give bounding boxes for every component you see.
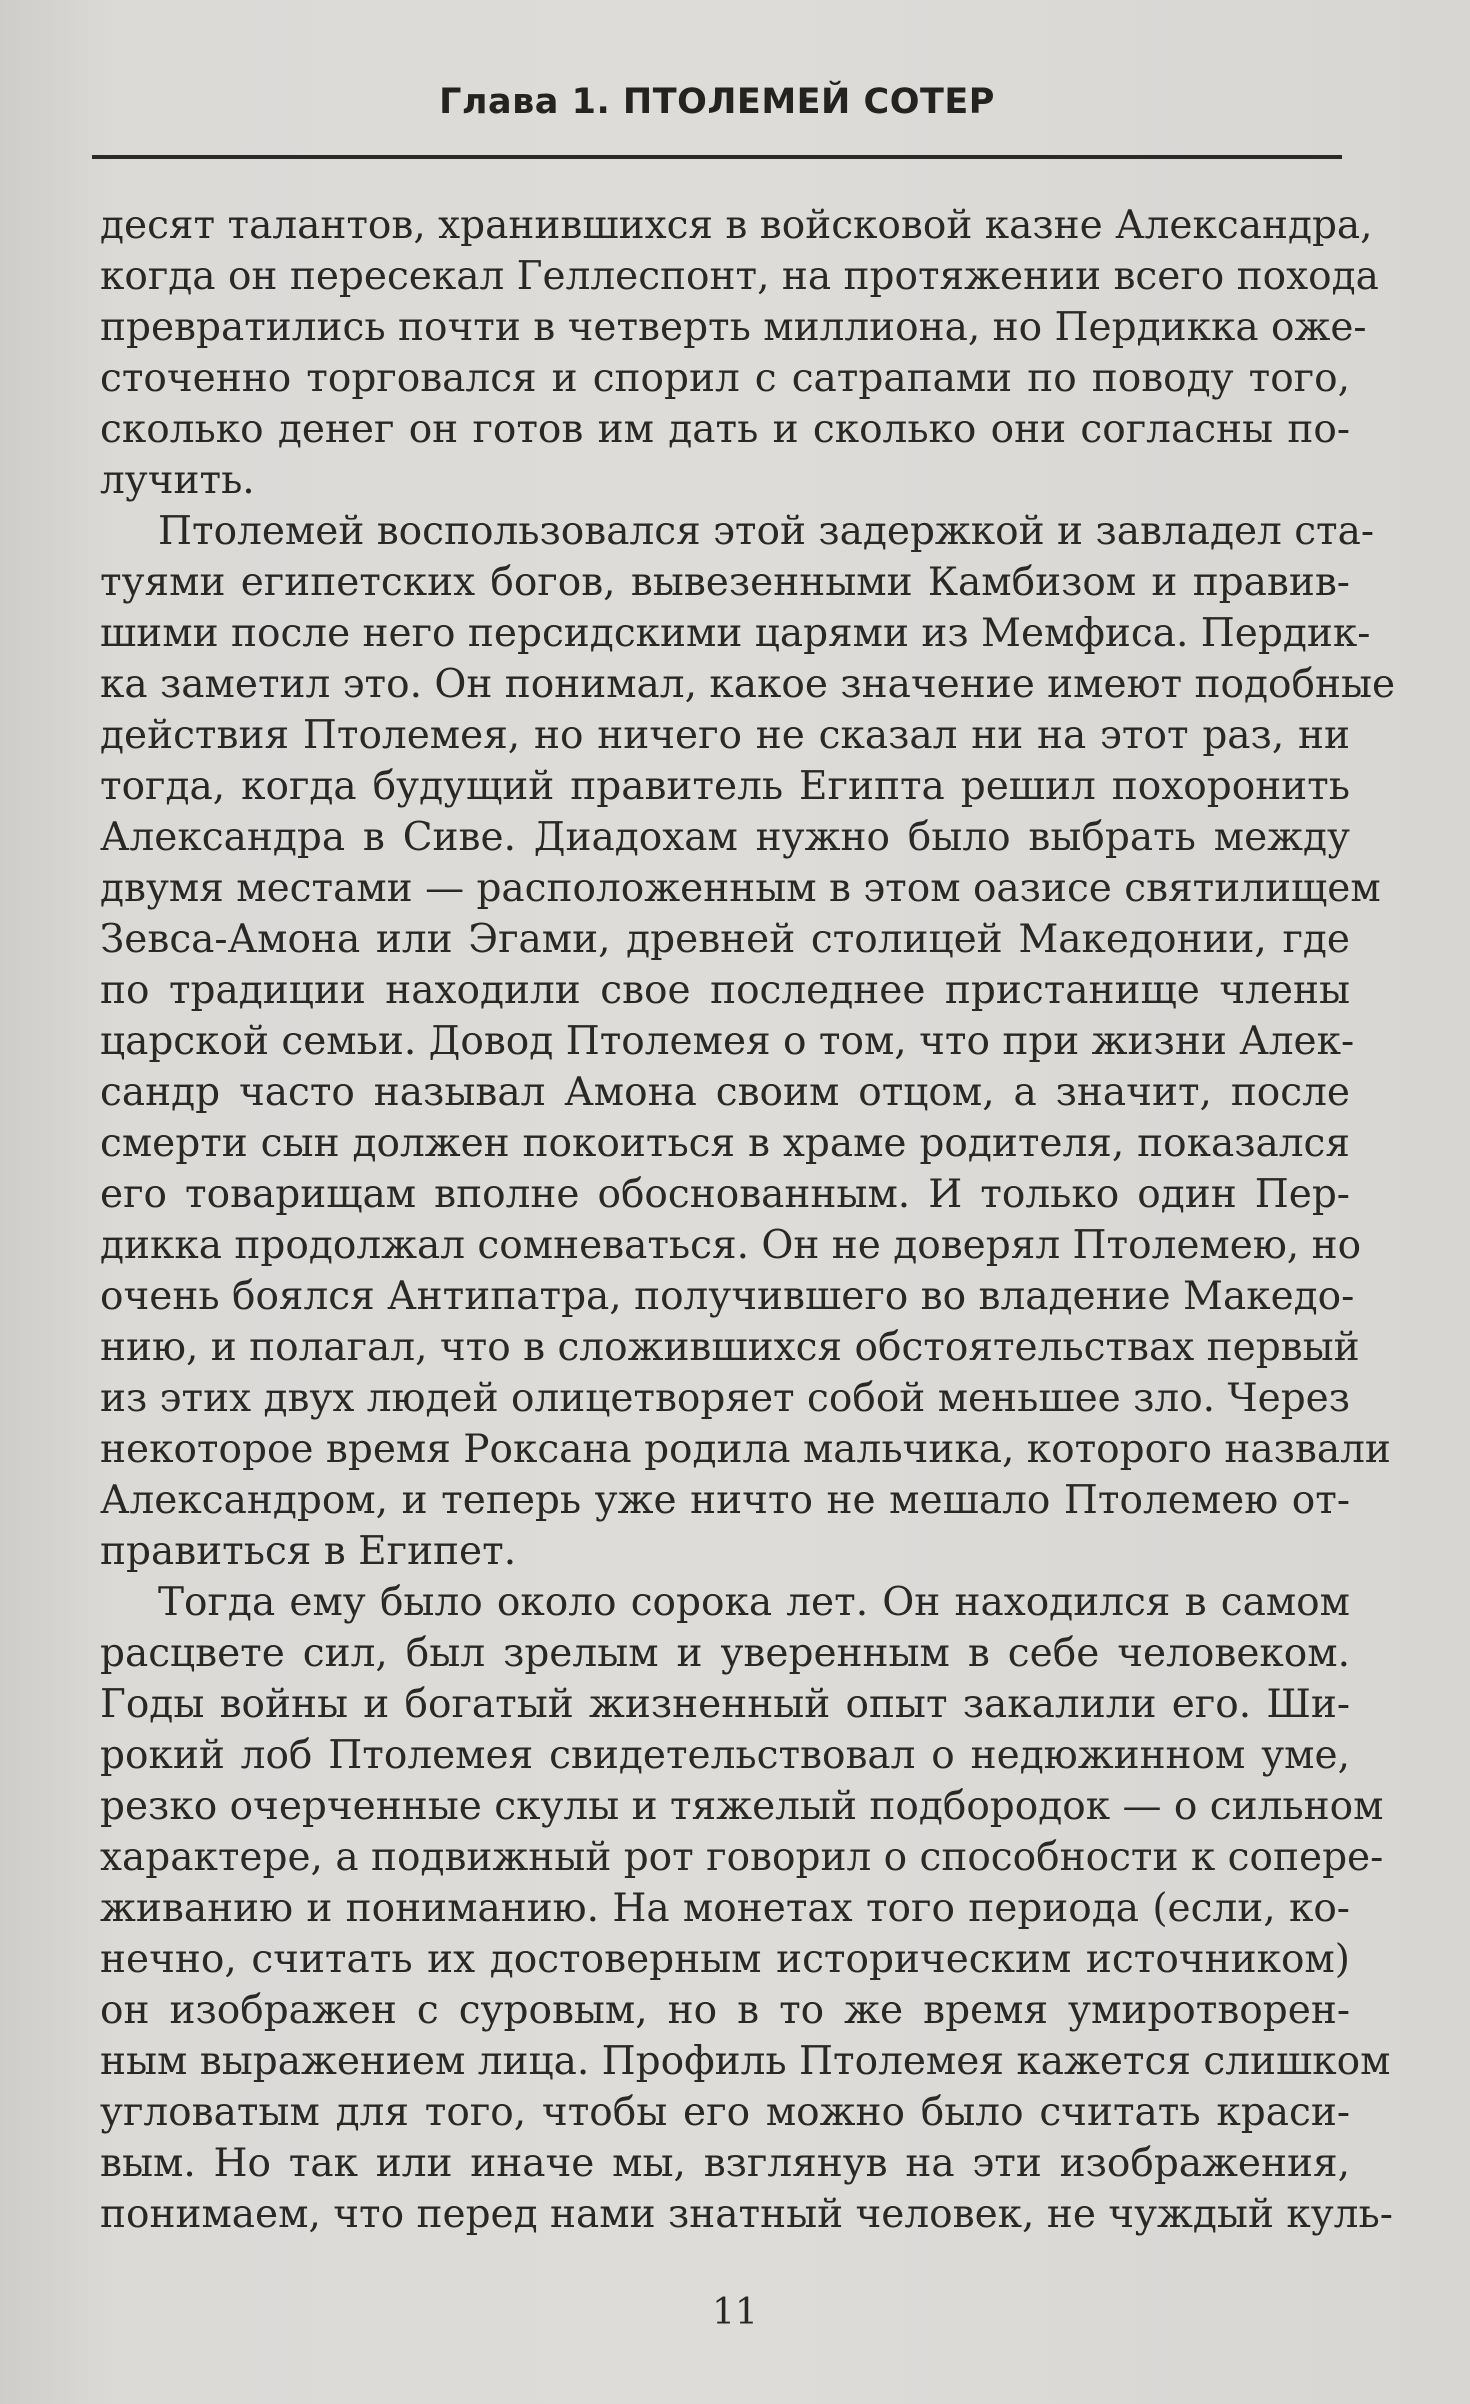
text-line: шими после него персидскими царями из Мемфиса. Пердик-	[100, 611, 1371, 656]
text-line: Тогда ему было около сорока лет. Он находился в самом	[158, 1580, 1350, 1625]
text-line: по традиции находили свое последнее пристанище члены	[100, 968, 1350, 1013]
text-line: туями египетских богов, вывезенными Камбизом и правив-	[100, 560, 1350, 605]
text-line: смерти сын должен покоиться в храме родителя, показался	[100, 1121, 1350, 1166]
text-line: лучить.	[100, 458, 255, 503]
text-line: правиться в Египет.	[100, 1529, 517, 1574]
text-line: характере, а подвижный рот говорил о способности к сопере-	[100, 1835, 1384, 1880]
text-line: дикка продолжал сомневаться. Он не доверял Птолемею, но	[100, 1223, 1362, 1268]
text-line: Александра в Сиве. Диадохам нужно было выбрать между	[100, 815, 1350, 860]
text-line: очень боялся Антипатра, получившего во владение Македо-	[100, 1274, 1355, 1319]
text-line: Птолемей воспользовался этой задержкой и завладел ста-	[158, 509, 1375, 554]
text-line: из этих двух людей олицетворяет собой меньшее зло. Через	[100, 1376, 1351, 1421]
header-rule	[92, 155, 1342, 159]
page-number: 11	[712, 2292, 758, 2333]
text-line: нечно, считать их достоверным историческим источником)	[100, 1937, 1350, 1982]
text-line: он изображен с суровым, но в то же время умиротворен-	[100, 1988, 1350, 2033]
text-line: двумя местами — расположенным в этом оазисе святилищем	[100, 866, 1381, 911]
text-line: Зевса-Амона или Эгами, древней столицей Македонии, где	[100, 917, 1350, 962]
text-line: резко очерченные скулы и тяжелый подбородок — о сильном	[100, 1784, 1384, 1829]
text-line: Годы войны и богатый жизненный опыт закалили его. Ши-	[100, 1682, 1350, 1727]
text-line: сандр часто называл Амона своим отцом, а значит, после	[100, 1070, 1350, 1115]
text-line: действия Птолемея, но ничего не сказал ни на этот раз, ни	[100, 713, 1350, 758]
text-line: тогда, когда будущий правитель Египта решил похоронить	[100, 764, 1350, 809]
text-line: некоторое время Роксана родила мальчика, которого назвали	[100, 1427, 1391, 1472]
text-line: нию, и полагал, что в сложившихся обстоятельствах первый	[100, 1325, 1360, 1370]
text-line: расцвете сил, был зрелым и уверенным в себе человеком.	[100, 1631, 1350, 1676]
text-line: когда он пересекал Геллеспонт, на протяжении всего похода	[100, 254, 1379, 299]
text-line: десят талантов, хранившихся в войсковой казне Александра,	[100, 203, 1373, 248]
text-line: живанию и пониманию. На монетах того периода (если, ко-	[100, 1886, 1350, 1931]
text-line: понимаем, что перед нами знатный человек, не чуждый куль-	[100, 2192, 1393, 2237]
text-line: сточенно торговался и спорил с сатрапами по поводу того,	[100, 356, 1350, 401]
text-line: ка заметил это. Он понимал, какое значение имеют подобные	[100, 662, 1396, 707]
text-line: ным выражением лица. Профиль Птолемея кажется слишком	[100, 2039, 1391, 2084]
text-line: превратились почти в четверть миллиона, но Пердикка оже-	[100, 305, 1367, 350]
text-line: Александром, и теперь уже ничто не мешало Птолемею от-	[100, 1478, 1350, 1523]
text-line: царской семьи. Довод Птолемея о том, что при жизни Алек-	[100, 1019, 1355, 1064]
text-line: его товарищам вполне обоснованным. И только один Пер-	[100, 1172, 1350, 1217]
text-line: рокий лоб Птолемея свидетельствовал о недюжинном уме,	[100, 1733, 1350, 1778]
text-line: угловатым для того, чтобы его можно было считать краси-	[100, 2090, 1350, 2135]
text-line: вым. Но так или иначе мы, взглянув на эти изображения,	[100, 2141, 1350, 2186]
text-line: сколько денег он готов им дать и сколько они согласны по-	[100, 407, 1350, 452]
running-head-title: Глава 1. ПТОЛЕМЕЙ СОТЕР	[439, 82, 995, 122]
body-text	[100, 200, 1396, 2240]
